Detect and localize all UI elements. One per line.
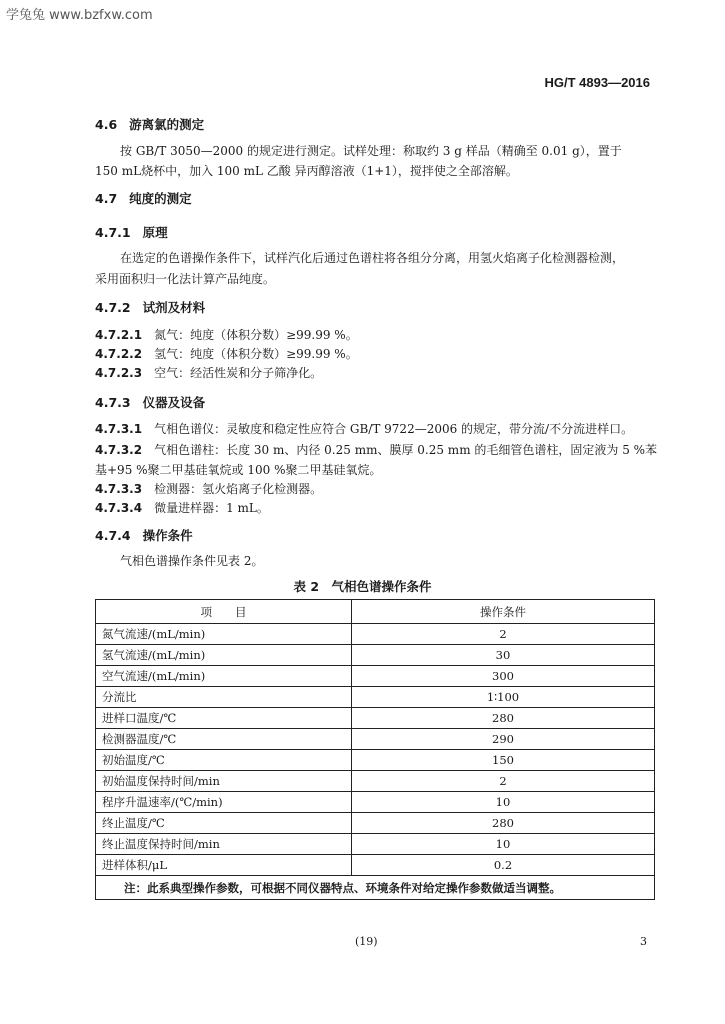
item-number: 4.7.3.1 [95, 422, 143, 436]
item-cell: 检测器温度/℃ [96, 729, 352, 750]
section-title: 游离氯的测定 [129, 117, 205, 132]
footer-code: (19) [355, 935, 378, 948]
item-cell: 初始温度/℃ [96, 750, 352, 771]
condition-cell: 2 [352, 771, 655, 792]
item-cell: 终止温度/℃ [96, 813, 352, 834]
item-cell: 空气流速/(mL/min) [96, 666, 352, 687]
condition-cell: 30 [352, 645, 655, 666]
item-text: 氢气：纯度（体积分数）≥99.99 %。 [154, 347, 358, 361]
column-header-item: 项 目 [96, 600, 352, 624]
section-title: 试剂及材料 [142, 300, 206, 315]
item-text: 氮气：纯度（体积分数）≥99.99 %。 [154, 328, 358, 342]
heading-4-6 [95, 117, 204, 132]
condition-cell: 280 [352, 813, 655, 834]
table-row [96, 750, 655, 771]
list-item [95, 482, 322, 497]
heading-4-7-2 [95, 300, 205, 315]
list-item [95, 501, 269, 516]
paragraph-line: 150 mL烧杯中，加入 100 mL 乙酸 异丙醇溶液（1+1），搅拌使之全部溶解。 [95, 164, 518, 178]
item-text: 空气：经活性炭和分子筛净化。 [154, 366, 323, 380]
paragraph-line: 在选定的色谱操作条件下，试样汽化后通过色谱柱将各组分分离，用氢火焰离子化检测器检测， [120, 251, 625, 265]
table-row [96, 687, 655, 708]
table-row [96, 666, 655, 687]
paragraph-line: 气相色谱操作条件见表 2。 [120, 554, 264, 568]
condition-cell: 300 [352, 666, 655, 687]
table-row [96, 792, 655, 813]
item-cell: 进样口温度/℃ [96, 708, 352, 729]
item-text: 气相色谱仪：灵敏度和稳定性应符合 GB/T 9722—2006 的规定，带分流/不分流进样口。 [154, 422, 634, 436]
item-text: 气相色谱柱：长度 30 m、内径 0.25 mm、膜厚 0.25 mm 的毛细管色谱柱，固定液为 5 %苯 [154, 443, 658, 457]
table-caption: 表 2 气相色谱操作条件 [293, 579, 432, 594]
list-item [95, 366, 322, 381]
table-note-row [96, 876, 655, 900]
item-cell: 进样体积/μL [96, 855, 352, 876]
heading-4-7 [95, 191, 192, 206]
table-row [96, 834, 655, 855]
item-cell: 氮气流速/(mL/min) [96, 624, 352, 645]
page-number: 3 [640, 935, 647, 948]
item-cell: 程序升温速率/(℃/min) [96, 792, 352, 813]
section-number: 4.7.2 [95, 300, 131, 315]
section-number: 4.6 [95, 117, 118, 132]
item-text: 检测器：氢火焰离子化检测器。 [154, 482, 323, 496]
section-title: 仪器及设备 [142, 395, 206, 410]
section-title: 纯度的测定 [129, 191, 192, 206]
operating-conditions-table [95, 599, 655, 900]
condition-cell: 0.2 [352, 855, 655, 876]
paragraph-line: 按 GB/T 3050—2000 的规定进行测定。试样处理：称取约 3 g 样品（精确至 0.01 g），置于 [120, 144, 622, 158]
item-cell: 终止温度保持时间/min [96, 834, 352, 855]
section-number: 4.7.1 [95, 225, 131, 240]
paragraph-line: 采用面积归一化法计算产品纯度。 [95, 272, 276, 286]
condition-cell: 10 [352, 834, 655, 855]
table-row [96, 813, 655, 834]
section-number: 4.7.4 [95, 528, 131, 543]
section-title: 原理 [142, 225, 168, 240]
condition-cell: 10 [352, 792, 655, 813]
condition-cell: 2 [352, 624, 655, 645]
table-row [96, 729, 655, 750]
section-number: 4.7.3 [95, 395, 131, 410]
condition-cell: 290 [352, 729, 655, 750]
condition-cell: 150 [352, 750, 655, 771]
table-row [96, 708, 655, 729]
item-text: 微量进样器：1 mL。 [154, 501, 269, 515]
table-row [96, 855, 655, 876]
list-item [95, 422, 633, 437]
item-number: 4.7.3.4 [95, 501, 143, 515]
item-number: 4.7.2.3 [95, 366, 143, 380]
item-cell: 初始温度保持时间/min [96, 771, 352, 792]
standard-number: HG/T 4893—2016 [544, 75, 650, 90]
item-number: 4.7.2.1 [95, 328, 143, 342]
column-header-condition: 操作条件 [352, 600, 655, 624]
heading-4-7-1 [95, 225, 168, 240]
table-row [96, 624, 655, 645]
table-row [96, 771, 655, 792]
watermark: 学兔兔 www.bzfxw.com [6, 8, 153, 23]
item-number: 4.7.3.2 [95, 443, 143, 457]
item-cell: 分流比 [96, 687, 352, 708]
heading-4-7-3 [95, 395, 205, 410]
item-number: 4.7.3.3 [95, 482, 143, 496]
list-item [95, 328, 358, 343]
item-cell: 氢气流速/(mL/min) [96, 645, 352, 666]
list-item [95, 347, 358, 362]
table-note: 注：此系典型操作参数，可根据不同仪器特点、环境条件对给定操作参数做适当调整。 [96, 876, 655, 900]
condition-cell: 280 [352, 708, 655, 729]
list-item-continuation: 基+95 %聚二甲基硅氧烷或 100 %聚二甲基硅氧烷。 [95, 463, 382, 477]
table-row [96, 645, 655, 666]
section-title: 操作条件 [142, 528, 193, 543]
list-item [95, 443, 657, 458]
heading-4-7-4 [95, 528, 193, 543]
section-number: 4.7 [95, 191, 118, 206]
condition-cell: 1∶100 [352, 687, 655, 708]
item-number: 4.7.2.2 [95, 347, 143, 361]
table-header-row [96, 600, 655, 624]
